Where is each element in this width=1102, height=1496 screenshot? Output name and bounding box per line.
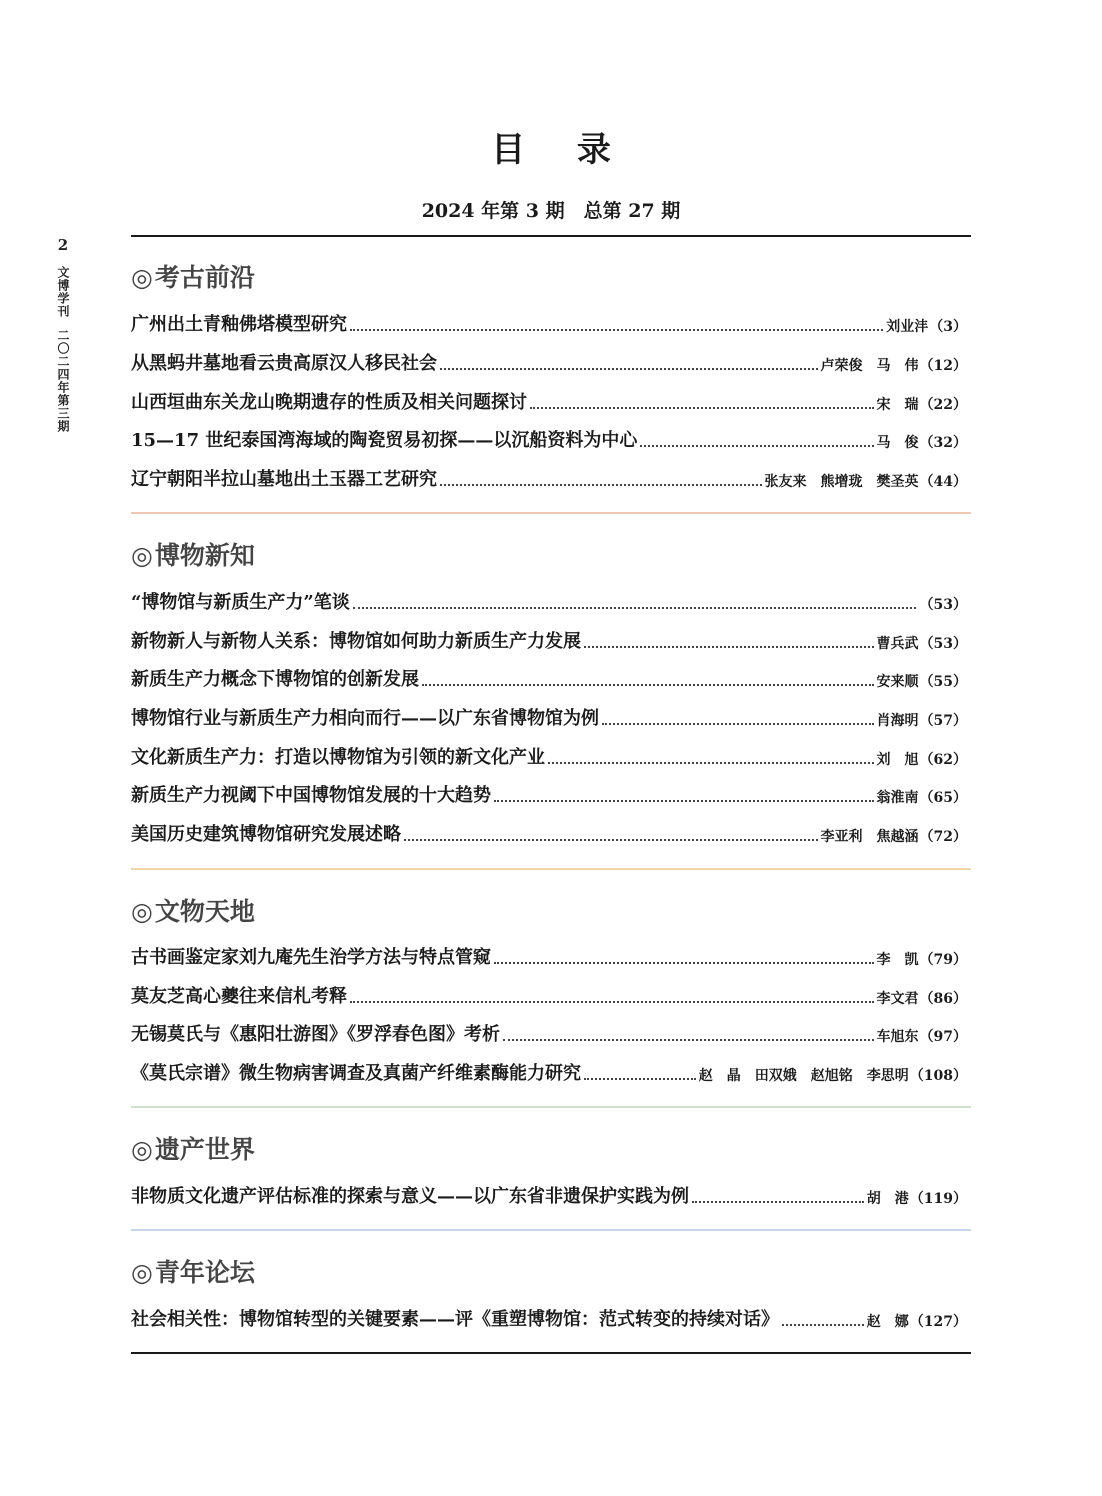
entry-author: 安来顺 bbox=[876, 674, 919, 690]
entry-page: （119） bbox=[909, 1191, 967, 1207]
toc-entry[interactable] bbox=[131, 310, 967, 336]
entry-title: “博物馆与新质生产力”笔谈 bbox=[131, 592, 350, 613]
leader-dots bbox=[353, 607, 916, 609]
leader-dots bbox=[440, 484, 762, 486]
leader-dots bbox=[782, 1324, 864, 1326]
entry-page: （53） bbox=[919, 636, 967, 652]
page-number: 2 bbox=[57, 236, 69, 254]
toc-entry[interactable] bbox=[131, 982, 967, 1008]
toc-entry[interactable] bbox=[131, 1020, 967, 1046]
entry-title: 新质生产力视阈下中国博物馆发展的十大趋势 bbox=[131, 785, 491, 806]
entry-title: 莫友芝高心夔往来信札考释 bbox=[131, 986, 347, 1007]
entry-title: 非物质文化遗产评估标准的探索与意义——以广东省非遗保护实践为例 bbox=[131, 1186, 689, 1207]
section-divider bbox=[131, 1106, 971, 1108]
entry-author: 马 俊 bbox=[876, 435, 919, 451]
leader-dots bbox=[692, 1201, 864, 1203]
section-title: ◎青年论坛 bbox=[131, 1258, 255, 1287]
entry-author: 李 凯 bbox=[876, 952, 919, 968]
sidebar-running-head bbox=[52, 238, 74, 436]
leader-dots bbox=[640, 445, 873, 447]
entry-author: 宋 瑞 bbox=[876, 397, 919, 413]
toc-entry[interactable] bbox=[131, 820, 967, 846]
section-divider bbox=[131, 512, 971, 514]
journal-name: 文博学刊 bbox=[56, 266, 70, 318]
section-title: ◎考古前沿 bbox=[131, 263, 255, 292]
entry-author: 车旭东 bbox=[876, 1029, 919, 1045]
entry-title: 博物馆行业与新质生产力相向而行——以广东省博物馆为例 bbox=[131, 708, 599, 729]
toc-entry[interactable] bbox=[131, 1305, 967, 1331]
entry-page: （97） bbox=[919, 1029, 967, 1045]
toc-entry[interactable] bbox=[131, 588, 967, 614]
entry-title: 辽宁朝阳半拉山墓地出土玉器工艺研究 bbox=[131, 469, 437, 490]
entry-author: 刘 旭 bbox=[876, 752, 919, 768]
entry-author: 张友来 熊增珑 樊圣英 bbox=[764, 474, 919, 490]
entry-page: （55） bbox=[919, 674, 967, 690]
toc-entry[interactable] bbox=[131, 743, 967, 769]
entry-page: （22） bbox=[919, 397, 967, 413]
leader-dots bbox=[404, 839, 818, 841]
entry-page: （62） bbox=[919, 752, 967, 768]
entry-title: 新质生产力概念下博物馆的创新发展 bbox=[131, 669, 419, 690]
toc-entry[interactable] bbox=[131, 388, 967, 414]
entry-page: （3） bbox=[929, 319, 967, 335]
section-divider bbox=[131, 868, 971, 870]
section-mark-icon: ◎ bbox=[131, 541, 153, 570]
leader-dots bbox=[440, 368, 818, 370]
toc-entry[interactable] bbox=[131, 426, 967, 452]
toc-entry[interactable] bbox=[131, 943, 967, 969]
entry-author: 卢荣俊 马 伟 bbox=[820, 358, 919, 374]
entry-page: （127） bbox=[909, 1314, 967, 1330]
entry-title: 社会相关性：博物馆转型的关键要素——评《重塑博物馆：范式转变的持续对话》 bbox=[131, 1309, 779, 1330]
section-mark-icon: ◎ bbox=[131, 1258, 153, 1287]
toc-entry[interactable] bbox=[131, 665, 967, 691]
toc-entry[interactable] bbox=[131, 781, 967, 807]
entry-title: 古书画鉴定家刘九庵先生治学方法与特点管窥 bbox=[131, 947, 491, 968]
entry-author: 胡 港 bbox=[866, 1191, 909, 1207]
entry-title: 无锡莫氏与《惠阳壮游图》《罗浮春色图》考析 bbox=[131, 1024, 500, 1045]
entry-title: 美国历史建筑博物馆研究发展述略 bbox=[131, 824, 401, 845]
toc-entry[interactable] bbox=[131, 1182, 967, 1208]
entry-title: 山西垣曲东关龙山晚期遗存的性质及相关问题探讨 bbox=[131, 392, 527, 413]
toc-entry[interactable] bbox=[131, 465, 967, 491]
leader-dots bbox=[494, 962, 874, 964]
leader-dots bbox=[494, 800, 874, 802]
entry-page: （57） bbox=[919, 713, 967, 729]
entry-page: （72） bbox=[919, 829, 967, 845]
entry-page: （86） bbox=[919, 991, 967, 1007]
top-rule bbox=[131, 235, 971, 237]
entry-author: 李文君 bbox=[876, 991, 919, 1007]
entry-title: 广州出土青釉佛塔模型研究 bbox=[131, 314, 347, 335]
entry-author: 肖海明 bbox=[876, 713, 919, 729]
entry-title: 文化新质生产力：打造以博物馆为引领的新文化产业 bbox=[131, 747, 545, 768]
toc-entry[interactable] bbox=[131, 1059, 967, 1085]
entry-author: 翁淮南 bbox=[876, 790, 919, 806]
entry-page: （32） bbox=[919, 435, 967, 451]
leader-dots bbox=[602, 723, 874, 725]
entry-author: 曹兵武 bbox=[876, 636, 919, 652]
leader-dots bbox=[584, 1078, 696, 1080]
section-mark-icon: ◎ bbox=[131, 263, 153, 292]
leader-dots bbox=[503, 1039, 874, 1041]
section-title: ◎遗产世界 bbox=[131, 1135, 255, 1164]
leader-dots bbox=[530, 407, 874, 409]
leader-dots bbox=[350, 329, 883, 331]
entry-page: （65） bbox=[919, 790, 967, 806]
leader-dots bbox=[548, 762, 874, 764]
leader-dots bbox=[584, 646, 874, 648]
section-mark-icon: ◎ bbox=[131, 897, 153, 926]
entry-page: （79） bbox=[919, 952, 967, 968]
year-issue: 二〇二四年第三期 bbox=[56, 329, 70, 433]
bottom-rule bbox=[131, 1352, 971, 1354]
leader-dots bbox=[422, 684, 874, 686]
entry-page: （44） bbox=[919, 474, 967, 490]
section-divider bbox=[131, 1229, 971, 1231]
entry-page: （108） bbox=[909, 1068, 967, 1084]
entry-author: 赵 晶 田双娥 赵旭铭 李思明 bbox=[698, 1068, 909, 1084]
section-mark-icon: ◎ bbox=[131, 1135, 153, 1164]
section-title: ◎博物新知 bbox=[131, 541, 255, 570]
issue-line: 2024 年第 3 期 总第 27 期 bbox=[421, 200, 681, 222]
entry-author: 李亚利 焦越涵 bbox=[820, 829, 919, 845]
entry-title: 新物新人与新物人关系：博物馆如何助力新质生产力发展 bbox=[131, 631, 581, 652]
entry-author: 赵 娜 bbox=[866, 1314, 909, 1330]
entry-title: 15—17 世纪泰国湾海域的陶瓷贸易初探——以沉船资料为中心 bbox=[131, 430, 638, 451]
entry-page: （53） bbox=[919, 597, 967, 613]
entry-title: 从黑蚂井墓地看云贵高原汉人移民社会 bbox=[131, 353, 437, 374]
section-title: ◎文物天地 bbox=[131, 897, 255, 926]
entry-author: 刘业沣 bbox=[886, 319, 929, 335]
toc-entry[interactable] bbox=[131, 349, 967, 375]
leader-dots bbox=[350, 1001, 874, 1003]
page-title: 目 录 bbox=[491, 130, 631, 170]
toc-entry[interactable] bbox=[131, 627, 967, 653]
toc-entry[interactable] bbox=[131, 704, 967, 730]
entry-title: 《莫氏宗谱》微生物病害调查及真菌产纤维素酶能力研究 bbox=[131, 1063, 581, 1084]
entry-page: （12） bbox=[919, 358, 967, 374]
